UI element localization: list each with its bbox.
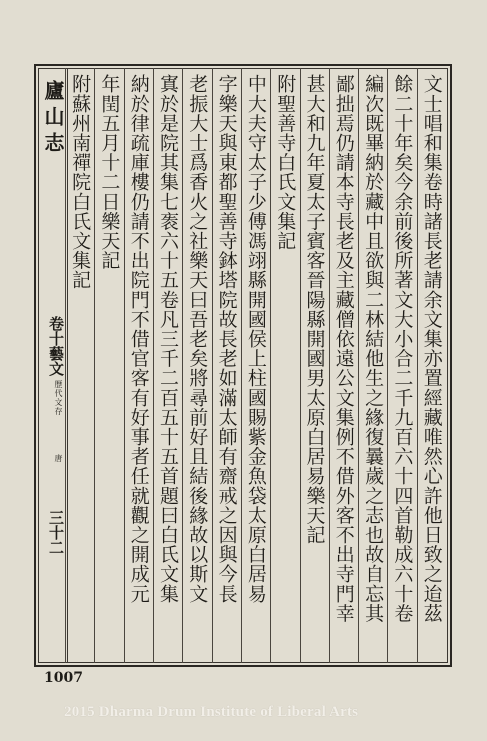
column-rule xyxy=(300,68,301,663)
text-column: 寘於是院其集七袠六十五卷凡三千二百五十五首題曰白氏文集 xyxy=(157,74,179,604)
column-rule xyxy=(329,68,330,663)
column-rule xyxy=(94,68,95,663)
text-column: 年閏五月十二日樂天記 xyxy=(98,74,121,270)
text-column: 文士唱和集卷時諸長老請余文集亦置經藏唯然心許他日致之迨茲 xyxy=(420,74,443,623)
column-rule xyxy=(124,68,125,663)
column-rule xyxy=(241,68,242,663)
column-rule xyxy=(387,68,388,663)
text-column: 老振大士爲香火之社樂天曰吾老矣將尋前好且結後緣故以斯文 xyxy=(186,74,209,604)
margin-section-label: 藝文 xyxy=(47,346,65,376)
text-column: 納於律疏庫樓仍請不出院門不借官客有好事者任就觀之開成元 xyxy=(127,74,150,604)
page-number: 1007 xyxy=(44,670,83,686)
text-column: 餘二十年矣今余前後所著文大小合二千九百六十四首勒成六十卷 xyxy=(391,74,414,623)
column-rule xyxy=(153,68,154,663)
watermark: 2015 Dharma Drum Institute of Liberal Arts xyxy=(64,704,359,720)
text-column: 附聖善寺白氏文集記 xyxy=(274,74,297,251)
margin-section xyxy=(44,316,66,376)
column-rule xyxy=(65,68,66,663)
column-rule xyxy=(270,68,271,663)
text-column: 編次既畢納於藏中且欲與二林結他生之緣復曩歲之志也故自忘其 xyxy=(362,74,385,623)
margin-book-title: 廬山志 xyxy=(41,80,65,158)
margin-sub-heading: 歷代文存 xyxy=(54,380,63,416)
text-column: 甚大和九年夏太子賓客晉陽縣開國男太原白居易樂天記 xyxy=(303,74,326,545)
margin-folio: 三十二 xyxy=(47,510,65,555)
text-column: 附蘇州南禪院白氏文集記 xyxy=(69,74,92,290)
text-column: 鄙拙焉仍請本寺長老及主藏僧依遠公文集例不借外客不出寺門幸 xyxy=(332,74,355,623)
margin-dynasty: 唐 xyxy=(54,454,63,462)
column-rule xyxy=(417,68,418,663)
column-rule xyxy=(358,68,359,663)
column-rule xyxy=(212,68,213,663)
column-rule xyxy=(182,68,183,663)
text-column: 中大夫守太子少傅馮翊縣開國侯上柱國賜紫金魚袋太原白居易 xyxy=(244,74,267,604)
margin-volume: 卷十 xyxy=(47,316,65,346)
text-column: 字樂天與東都聖善寺鉢塔院故長老如滿太師有齋戒之因與今長 xyxy=(215,74,238,604)
